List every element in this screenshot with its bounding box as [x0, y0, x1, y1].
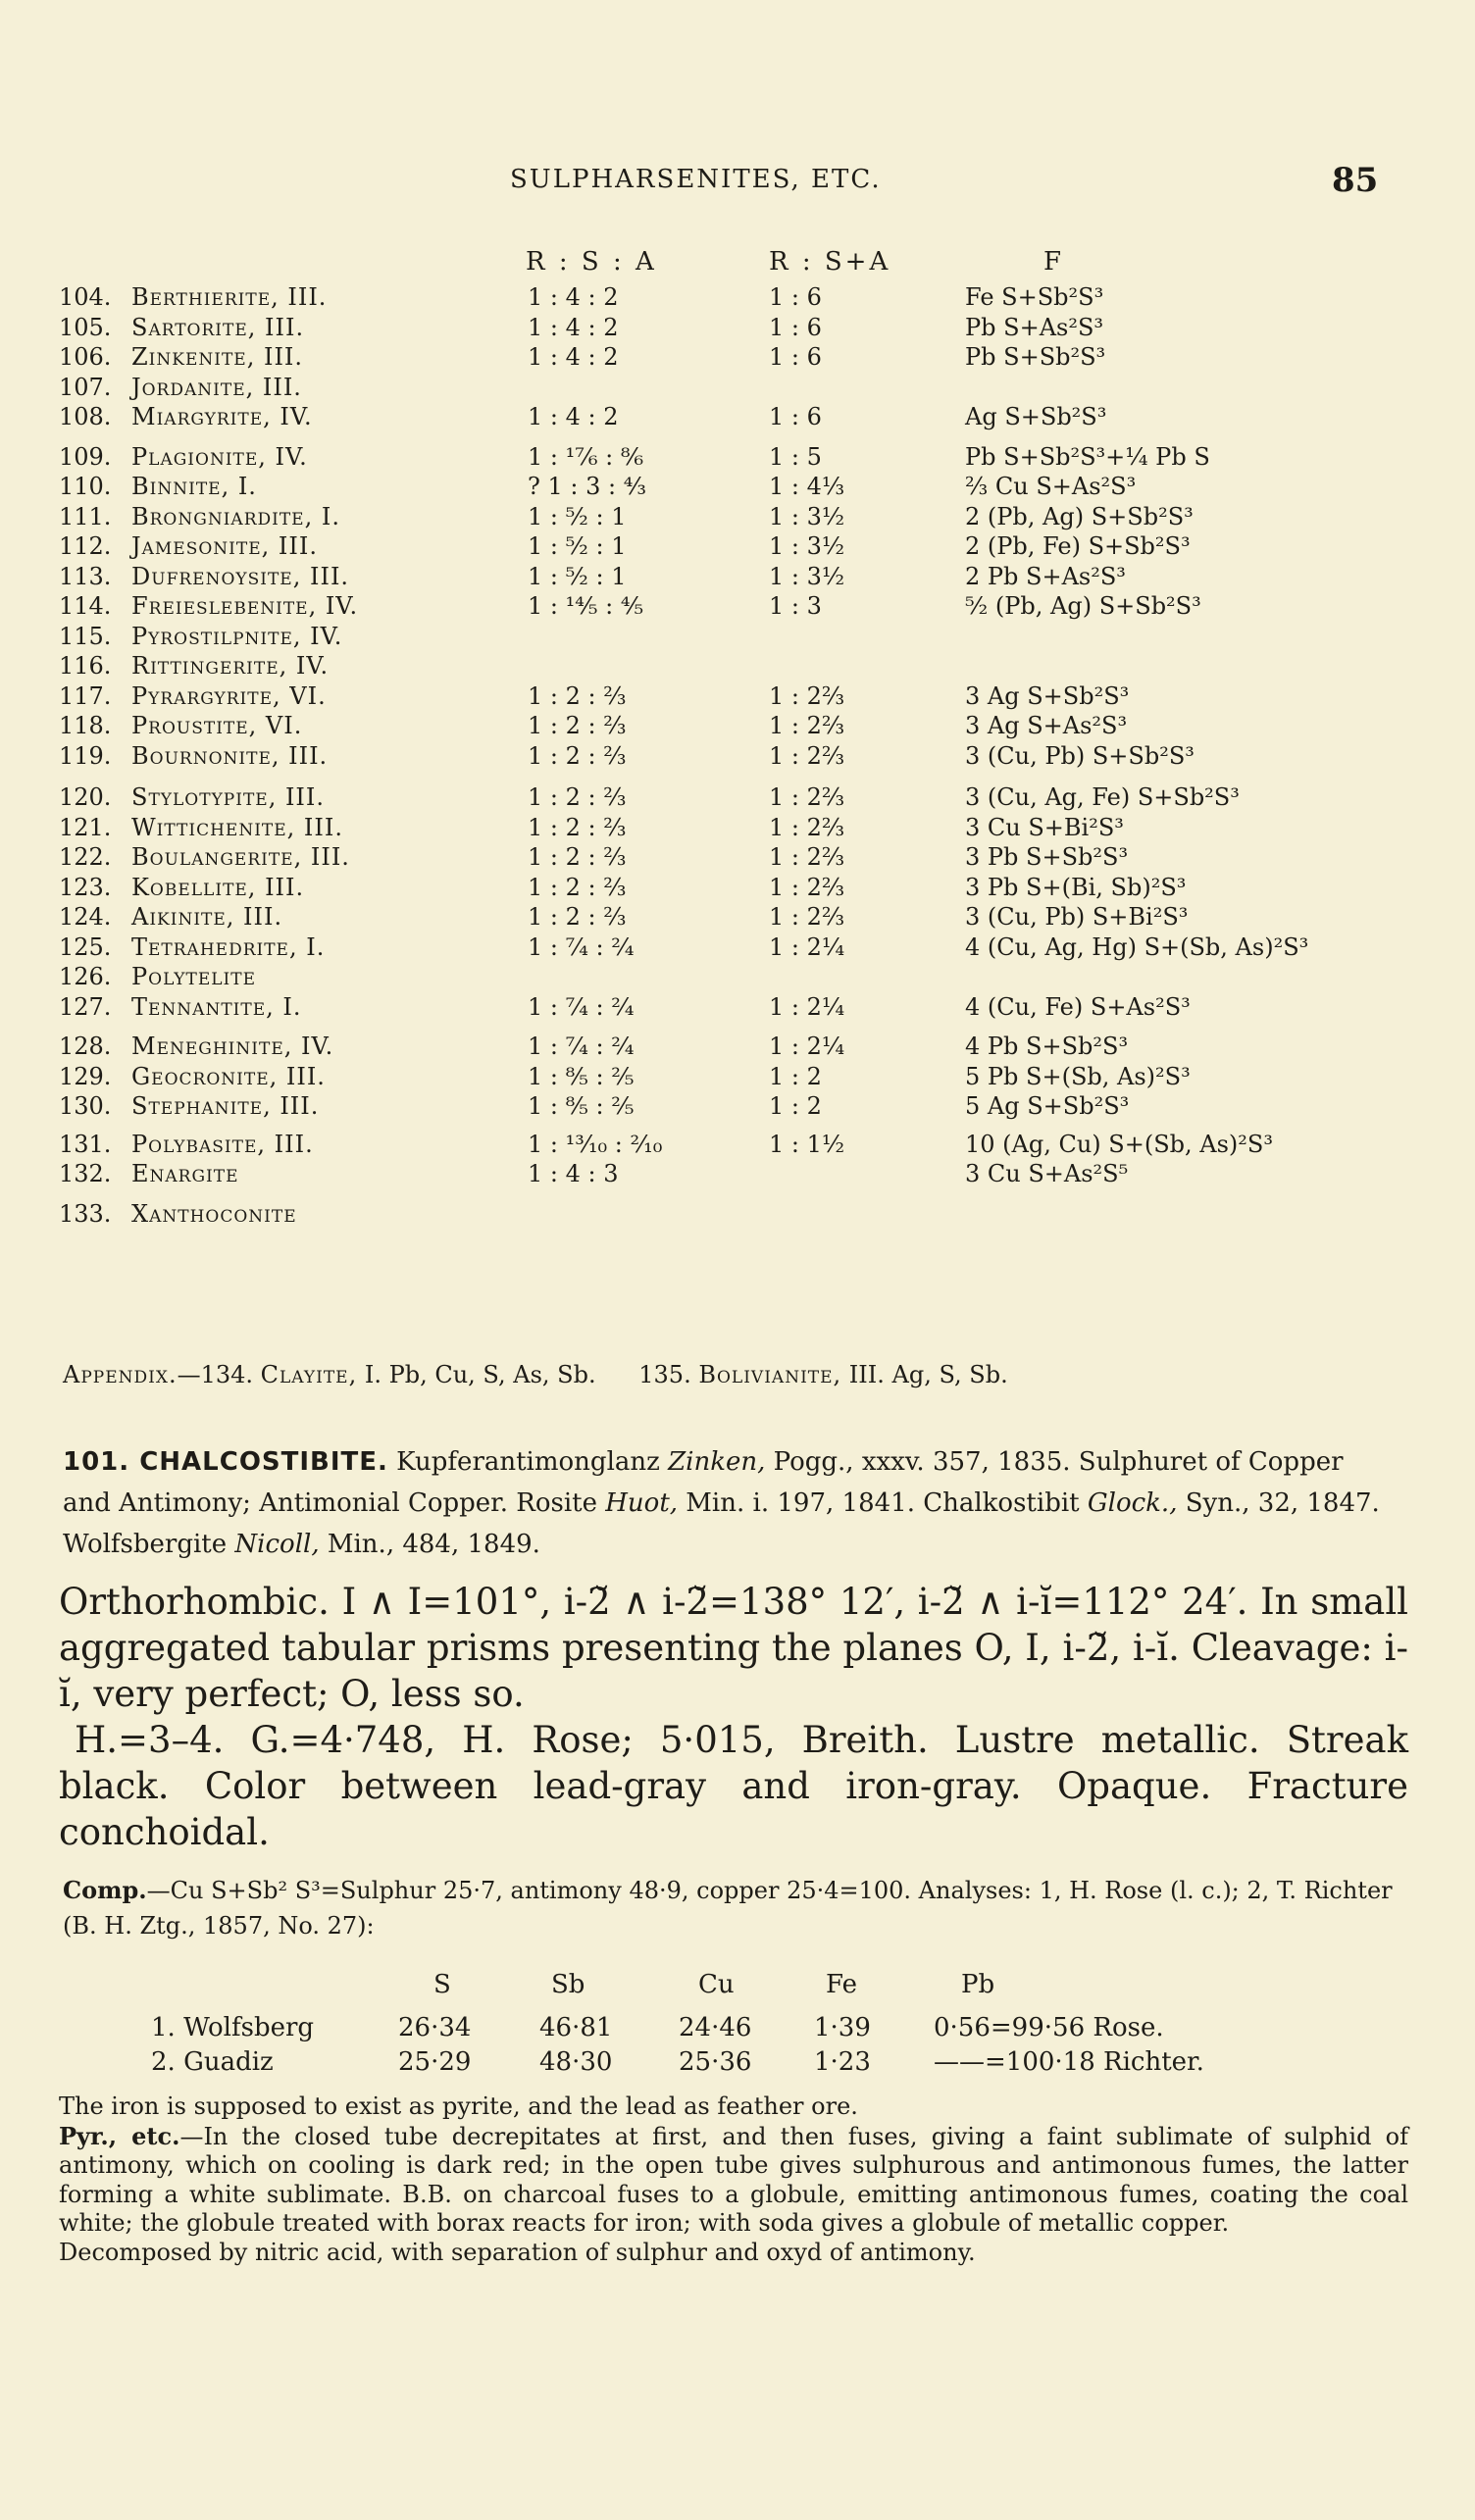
- ratio-r-sa: 1 : 2⅔: [769, 712, 845, 739]
- mineral-row: [0, 811, 1475, 844]
- mineral-number: 109.: [59, 442, 112, 471]
- mineral-number: 123.: [59, 873, 112, 901]
- mineral-name: Freieslebenite, IV.: [131, 592, 359, 620]
- mineral-number: 124.: [59, 903, 112, 931]
- appendix-item-name: Bolivianite,: [698, 1361, 842, 1388]
- mineral-formula: ⁵⁄₂ (Pb, Ag) S+Sb²S³: [965, 592, 1201, 620]
- mineral-formula: 4 (Cu, Ag, Hg) S+(Sb, As)²S³: [965, 932, 1309, 961]
- mineral-formula: 3 (Cu, Pb) S+Sb²S³: [965, 741, 1195, 770]
- ratio-r-sa: 1 : 2⅔: [769, 741, 845, 770]
- mineral-number: 111.: [59, 502, 112, 530]
- crystal-description: [59, 1579, 1408, 1855]
- note-decomposition: Decomposed by nitric acid, with separation of sulphur and oxyd of antimony.: [59, 2238, 976, 2266]
- synonymy-text: Min. i. 197, 1841. Chalkostibit: [678, 1488, 1088, 1518]
- mineral-number: 121.: [59, 813, 112, 841]
- mineral-number: 119.: [59, 741, 112, 770]
- mineral-row: [0, 1030, 1475, 1063]
- ratio-r-sa: 1 : 2¼: [769, 932, 845, 961]
- mineral-formula: Pb S+Sb²S³: [965, 343, 1106, 371]
- ratio-r-s-a: 1 : ⁷⁄₄ : ²⁄₄: [528, 1033, 635, 1060]
- ratio-r-s-a: 1 : 4 : 2: [528, 403, 619, 430]
- mineral-name: Polytelite: [131, 963, 257, 990]
- mineral-row: [0, 560, 1475, 593]
- ratio-r-s-a: 1 : 2 : ⅔: [528, 813, 627, 841]
- mineral-name: Plagionite, IV.: [131, 442, 308, 471]
- ratio-r-sa: 1 : 3: [769, 592, 822, 620]
- ratio-r-sa: 1 : 2¼: [769, 992, 845, 1021]
- ratio-r-s-a: 1 : 2 : ⅔: [528, 712, 627, 739]
- ratio-r-s-a: 1 : ⁵⁄₂ : 1: [528, 502, 627, 530]
- mineral-row: [0, 589, 1475, 623]
- analysis-header-row: [0, 1967, 1475, 2002]
- mineral-number: 117.: [59, 681, 112, 710]
- appendix-item-number: —134.: [177, 1361, 254, 1388]
- mineral-name: Proustite, VI.: [131, 712, 303, 739]
- mineral-row: [0, 931, 1475, 964]
- mineral-name: Rittingerite, IV.: [131, 652, 330, 680]
- mineral-number: 132.: [59, 1160, 112, 1187]
- ratio-r-s-a: 1 : ⁸⁄₅ : ²⁄₅: [528, 1092, 635, 1120]
- synonymy-text: Min., 484, 1849.: [319, 1530, 540, 1559]
- ratio-r-s-a: 1 : ¹⁷⁄₆ : ⁸⁄₆: [528, 442, 644, 471]
- ratio-r-s-a: 1 : 2 : ⅔: [528, 903, 627, 931]
- mineral-formula: Pb S+Sb²S³+¼ Pb S: [965, 442, 1210, 471]
- ratio-r-s-a: 1 : 2 : ⅔: [528, 741, 627, 770]
- ratio-r-s-a: ? 1 : 3 : ⁴⁄₃: [528, 473, 646, 500]
- appendix-item-detail: I. Pb, Cu, S, As, Sb.: [357, 1361, 596, 1388]
- analysis-value: 25·29: [398, 2047, 472, 2077]
- analysis-row: [0, 2010, 1475, 2045]
- notes: [59, 2092, 1408, 2267]
- mineral-formula: 4 (Cu, Fe) S+As²S³: [965, 992, 1191, 1021]
- ratio-r-s-a: 1 : 2 : ⅔: [528, 843, 627, 871]
- ratio-r-s-a: 1 : ⁷⁄₄ : ²⁄₄: [528, 932, 635, 961]
- ratio-r-sa: 1 : 4⅓: [769, 473, 845, 500]
- composition-label: Comp.: [63, 1876, 147, 1904]
- note-iron: The iron is supposed to exist as pyrite, and the lead as feather ore.: [59, 2092, 858, 2120]
- crystallography-paragraph: Orthorhombic. I ∧ I=101°, i-2̆ ∧ i-2̆=138° 12′, i-2̆ ∧ i-ĭ=112° 24′. In small aggregated tabular prisms presenting the planes O, I, i-2̆, i-ĭ. Cleavage: i-ĭ, very perfect; O, less so.: [59, 1581, 1408, 1715]
- ratio-r-sa: 1 : 2⅔: [769, 843, 845, 871]
- mineral-number: 120.: [59, 783, 112, 811]
- ratio-r-sa: 1 : 2⅔: [769, 783, 845, 811]
- pyr-label: Pyr., etc.: [59, 2121, 180, 2150]
- composition-text: —Cu S+Sb² S³=Sulphur 25·7, antimony 48·9, copper 25·4=100. Analyses: 1, H. Rose (l. c.); 2, T. Richter (B. H. Ztg., 1857, No. 27):: [63, 1877, 1393, 1940]
- mineral-row: [0, 529, 1475, 563]
- mineral-name: Sartorite, III.: [131, 313, 305, 341]
- ratio-r-s-a: 1 : 4 : 2: [528, 313, 619, 341]
- mineral-row: [0, 500, 1475, 533]
- mineral-name: Stylotypite, III.: [131, 783, 326, 811]
- analysis-column-header: Cu: [698, 1970, 735, 1999]
- ratio-r-s-a: 1 : 2 : ⅔: [528, 873, 627, 901]
- column-header-formula: F: [1043, 247, 1065, 277]
- mineral-name: Zinkenite, III.: [131, 343, 304, 371]
- mineral-number: 116.: [59, 652, 112, 680]
- mineral-row: [0, 871, 1475, 904]
- mineral-number: 105.: [59, 313, 112, 341]
- mineral-name: Tennantite, I.: [131, 992, 302, 1021]
- mineral-formula: 3 Ag S+Sb²S³: [965, 681, 1130, 710]
- analysis-column-header: Fe: [826, 1970, 858, 1999]
- mineral-number: 130.: [59, 1092, 112, 1120]
- analysis-column-header: S: [433, 1970, 451, 1999]
- appendix-line: [63, 1361, 1008, 1388]
- mineral-formula: 3 Cu S+Bi²S³: [965, 813, 1124, 841]
- mineral-formula: 3 (Cu, Ag, Fe) S+Sb²S³: [965, 783, 1240, 811]
- mineral-row: [0, 440, 1475, 474]
- analysis-column-header: Sb: [551, 1970, 585, 1999]
- ratio-r-sa: 1 : 3½: [769, 562, 845, 590]
- ratio-r-sa: 1 : 5: [769, 442, 822, 471]
- mineral-row: [0, 649, 1475, 682]
- mineral-row: [0, 739, 1475, 773]
- ratio-r-sa: 1 : 6: [769, 313, 822, 341]
- mineral-formula: 5 Pb S+(Sb, As)²S³: [965, 1062, 1191, 1090]
- synonymy-text: Syn., 32, 1847. Wolfsbergite: [63, 1488, 1380, 1559]
- mineral-number: 106.: [59, 343, 112, 371]
- mineral-row: [0, 340, 1475, 374]
- mineral-row: [0, 781, 1475, 814]
- pyr-text: —In the closed tube decrepitates at first, and then fuses, giving a faint sublimate of sulphid of antimony, which on cooling is dark red; in the open tube gives sulphurous and antimonous fumes, the latter forming a white sublimate. B.B. on charcoal fuses to a globule, emitting antimonous fumes, coating the coal white; the globule treated with borax reacts for iron; with soda gives a globule of metallic copper.: [59, 2122, 1409, 2237]
- note-pyrognostics: [59, 2122, 1408, 2239]
- mineral-number: 131.: [59, 1130, 112, 1158]
- mineral-name: Geocronite, III.: [131, 1062, 326, 1090]
- analysis-value: ——=100·18 Richter.: [934, 2047, 1204, 2077]
- ratio-r-s-a: 1 : 4 : 3: [528, 1160, 619, 1187]
- mineral-number: 125.: [59, 932, 112, 961]
- mineral-formula: 2 (Pb, Ag) S+Sb²S³: [965, 502, 1194, 530]
- synonymy-text: Kupferantimonglanz: [387, 1447, 669, 1477]
- ratio-r-sa: 1 : 2⅔: [769, 813, 845, 841]
- appendix-item-number: 135.: [638, 1361, 691, 1388]
- appendix-item-detail: III. Ag, S, Sb.: [841, 1361, 1008, 1388]
- ratio-r-sa: 1 : 6: [769, 283, 822, 311]
- mineral-row: [0, 1157, 1475, 1190]
- mineral-row: [0, 620, 1475, 653]
- mineral-name: Stephanite, III.: [131, 1092, 320, 1120]
- mineral-name: Kobellite, III.: [131, 873, 305, 901]
- mineral-number: 110.: [59, 473, 112, 500]
- analysis-value: 1·23: [814, 2047, 871, 2077]
- page-header: [0, 161, 1475, 204]
- mineral-row: [0, 1197, 1475, 1231]
- ratio-r-s-a: 1 : ⁵⁄₂ : 1: [528, 532, 627, 560]
- mineral-formula: ⅔ Cu S+As²S³: [965, 473, 1137, 500]
- mineral-number: 118.: [59, 712, 112, 739]
- mineral-row: [0, 840, 1475, 874]
- mineral-name: Dufrenoysite, III.: [131, 562, 350, 590]
- mineral-formula: 5 Ag S+Sb²S³: [965, 1092, 1130, 1120]
- mineral-row: [0, 1060, 1475, 1093]
- composition-paragraph: [63, 1873, 1397, 1943]
- mineral-name: Enargite: [131, 1160, 239, 1187]
- analysis-value: 46·81: [539, 2013, 613, 2042]
- analysis-value: 0·56=99·56 Rose.: [934, 2013, 1164, 2042]
- ratio-r-s-a: 1 : 4 : 2: [528, 283, 619, 311]
- mineral-row: [0, 371, 1475, 404]
- ratio-r-s-a: 1 : 4 : 2: [528, 343, 619, 371]
- mineral-name: Xanthoconite: [131, 1199, 297, 1228]
- mineral-formula: Fe S+Sb²S³: [965, 283, 1104, 311]
- column-header-ratio-rs: R : S+A: [769, 247, 891, 277]
- ratio-r-s-a: 1 : ⁸⁄₅ : ²⁄₅: [528, 1062, 635, 1090]
- mineral-row: [0, 709, 1475, 742]
- mineral-formula: 3 (Cu, Pb) S+Bi²S³: [965, 903, 1189, 931]
- mineral-row: [0, 1128, 1475, 1161]
- mineral-number: 128.: [59, 1033, 112, 1060]
- synonymy-text: Pogg., xxxv. 357, 1835. Sulphuret of Copper and Antimony; Antimonial Copper. Rosite: [63, 1447, 1344, 1518]
- appendix-label: Appendix.: [63, 1361, 178, 1388]
- mineral-row: [0, 1089, 1475, 1123]
- mineral-formula: 3 Pb S+(Bi, Sb)²S³: [965, 873, 1187, 901]
- mineral-number: 133.: [59, 1199, 112, 1228]
- mineral-row: [0, 900, 1475, 933]
- mineral-name: Aikinite, III.: [131, 903, 283, 931]
- analysis-value: 25·36: [679, 2047, 752, 2077]
- ratio-r-s-a: 1 : ¹³⁄₁₀ : ²⁄₁₀: [528, 1130, 663, 1158]
- mineral-number: 107.: [59, 373, 112, 401]
- ratio-r-sa: 1 : 2⅔: [769, 873, 845, 901]
- mineral-number: 104.: [59, 283, 112, 311]
- ratio-r-sa: 1 : 6: [769, 403, 822, 430]
- mineral-number: 122.: [59, 843, 112, 871]
- mineral-number: 115.: [59, 622, 112, 650]
- ratio-r-sa: 1 : 2¼: [769, 1033, 845, 1060]
- mineral-number: 126.: [59, 963, 112, 990]
- mineral-formula: Ag S+Sb²S³: [965, 403, 1107, 430]
- mineral-name: Jordanite, III.: [131, 373, 302, 401]
- ratio-r-sa: 1 : 2: [769, 1062, 822, 1090]
- mineral-name: Boulangerite, III.: [131, 843, 350, 871]
- mineral-formula: 4 Pb S+Sb²S³: [965, 1033, 1129, 1060]
- ratio-r-s-a: 1 : ¹⁴⁄₅ : ⁴⁄₅: [528, 592, 644, 620]
- ratio-r-sa: 1 : 6: [769, 343, 822, 371]
- mineral-name: Jamesonite, III.: [131, 532, 318, 560]
- mineral-name: Binnite, I.: [131, 473, 257, 500]
- mineral-formula: 3 Pb S+Sb²S³: [965, 843, 1129, 871]
- mineral-name: Brongniardite, I.: [131, 502, 340, 530]
- ratio-r-s-a: 1 : 2 : ⅔: [528, 783, 627, 811]
- ratio-r-s-a: 1 : ⁵⁄₂ : 1: [528, 562, 627, 590]
- ratio-r-sa: 1 : 2⅔: [769, 681, 845, 710]
- mineral-row: [0, 280, 1475, 314]
- analysis-row: [0, 2044, 1475, 2080]
- mineral-row: [0, 960, 1475, 993]
- mineral-name: Tetrahedrite, I.: [131, 932, 326, 961]
- column-header-ratio-rsa: R : S : A: [526, 247, 657, 277]
- ratio-r-sa: 1 : 1½: [769, 1130, 845, 1158]
- mineral-row: [0, 990, 1475, 1024]
- analysis-value: 26·34: [398, 2013, 472, 2042]
- mineral-formula: 3 Ag S+As²S³: [965, 712, 1128, 739]
- analysis-column-header: Pb: [961, 1970, 995, 1999]
- mineral-name: Pyrargyrite, VI.: [131, 681, 327, 710]
- ratio-r-sa: 1 : 2: [769, 1092, 822, 1120]
- mineral-number: 108.: [59, 403, 112, 430]
- authority: Huot,: [605, 1488, 679, 1518]
- mineral-name: Meneghinite, IV.: [131, 1033, 334, 1060]
- mineral-name: Bournonite, III.: [131, 741, 329, 770]
- mineral-name: Polybasite, III.: [131, 1130, 314, 1158]
- mineral-formula: 3 Cu S+As²S⁵: [965, 1160, 1129, 1187]
- mineral-number: 112.: [59, 532, 112, 560]
- mineral-number: 114.: [59, 592, 112, 620]
- running-title: SULPHARSENITES, ETC.: [510, 165, 882, 194]
- analysis-locality: 2. Guadiz: [151, 2047, 274, 2077]
- analysis-value: 48·30: [539, 2047, 613, 2077]
- mineral-number: 113.: [59, 562, 112, 590]
- mineral-row: [0, 400, 1475, 433]
- analysis-value: 24·46: [679, 2013, 752, 2042]
- analysis-locality: 1. Wolfsberg: [151, 2013, 315, 2042]
- mineral-formula: 2 Pb S+As²S³: [965, 562, 1126, 590]
- ratio-r-sa: 1 : 3½: [769, 502, 845, 530]
- mineral-row: [0, 311, 1475, 344]
- mineral-formula: Pb S+As²S³: [965, 313, 1104, 341]
- authority: Glock.,: [1087, 1488, 1178, 1518]
- physical-properties-paragraph: H.=3–4. G.=4·748, H. Rose; 5·015, Breith. Lustre metallic. Streak black. Color between lead-gray and iron-gray. Opaque. Fracture conchoidal.: [59, 1719, 1408, 1853]
- mineral-row: [0, 680, 1475, 713]
- mineral-formula: 2 (Pb, Fe) S+Sb²S³: [965, 532, 1191, 560]
- ratio-r-s-a: 1 : ⁷⁄₄ : ²⁄₄: [528, 992, 635, 1021]
- mineral-name: Wittichenite, III.: [131, 813, 344, 841]
- mineral-number: 127.: [59, 992, 112, 1021]
- page-number: 85: [1332, 161, 1379, 200]
- ratio-r-sa: 1 : 3½: [769, 532, 845, 560]
- authority: Zinken,: [668, 1447, 766, 1477]
- authority: Nicoll,: [234, 1530, 320, 1559]
- ratio-r-s-a: 1 : 2 : ⅔: [528, 681, 627, 710]
- mineral-name: Miargyrite, IV.: [131, 403, 313, 430]
- ratio-r-sa: 1 : 2⅔: [769, 903, 845, 931]
- appendix-item-name: Clayite,: [260, 1361, 358, 1388]
- mineral-name: Berthierite, III.: [131, 283, 328, 311]
- analysis-value: 1·39: [814, 2013, 871, 2042]
- species-synonymy: [63, 1441, 1397, 1565]
- mineral-number: 129.: [59, 1062, 112, 1090]
- mineral-formula: 10 (Ag, Cu) S+(Sb, As)²S³: [965, 1130, 1273, 1158]
- mineral-name: Pyrostilpnite, IV.: [131, 622, 343, 650]
- mineral-row: [0, 470, 1475, 503]
- species-title: 101. CHALCOSTIBITE.: [63, 1447, 388, 1477]
